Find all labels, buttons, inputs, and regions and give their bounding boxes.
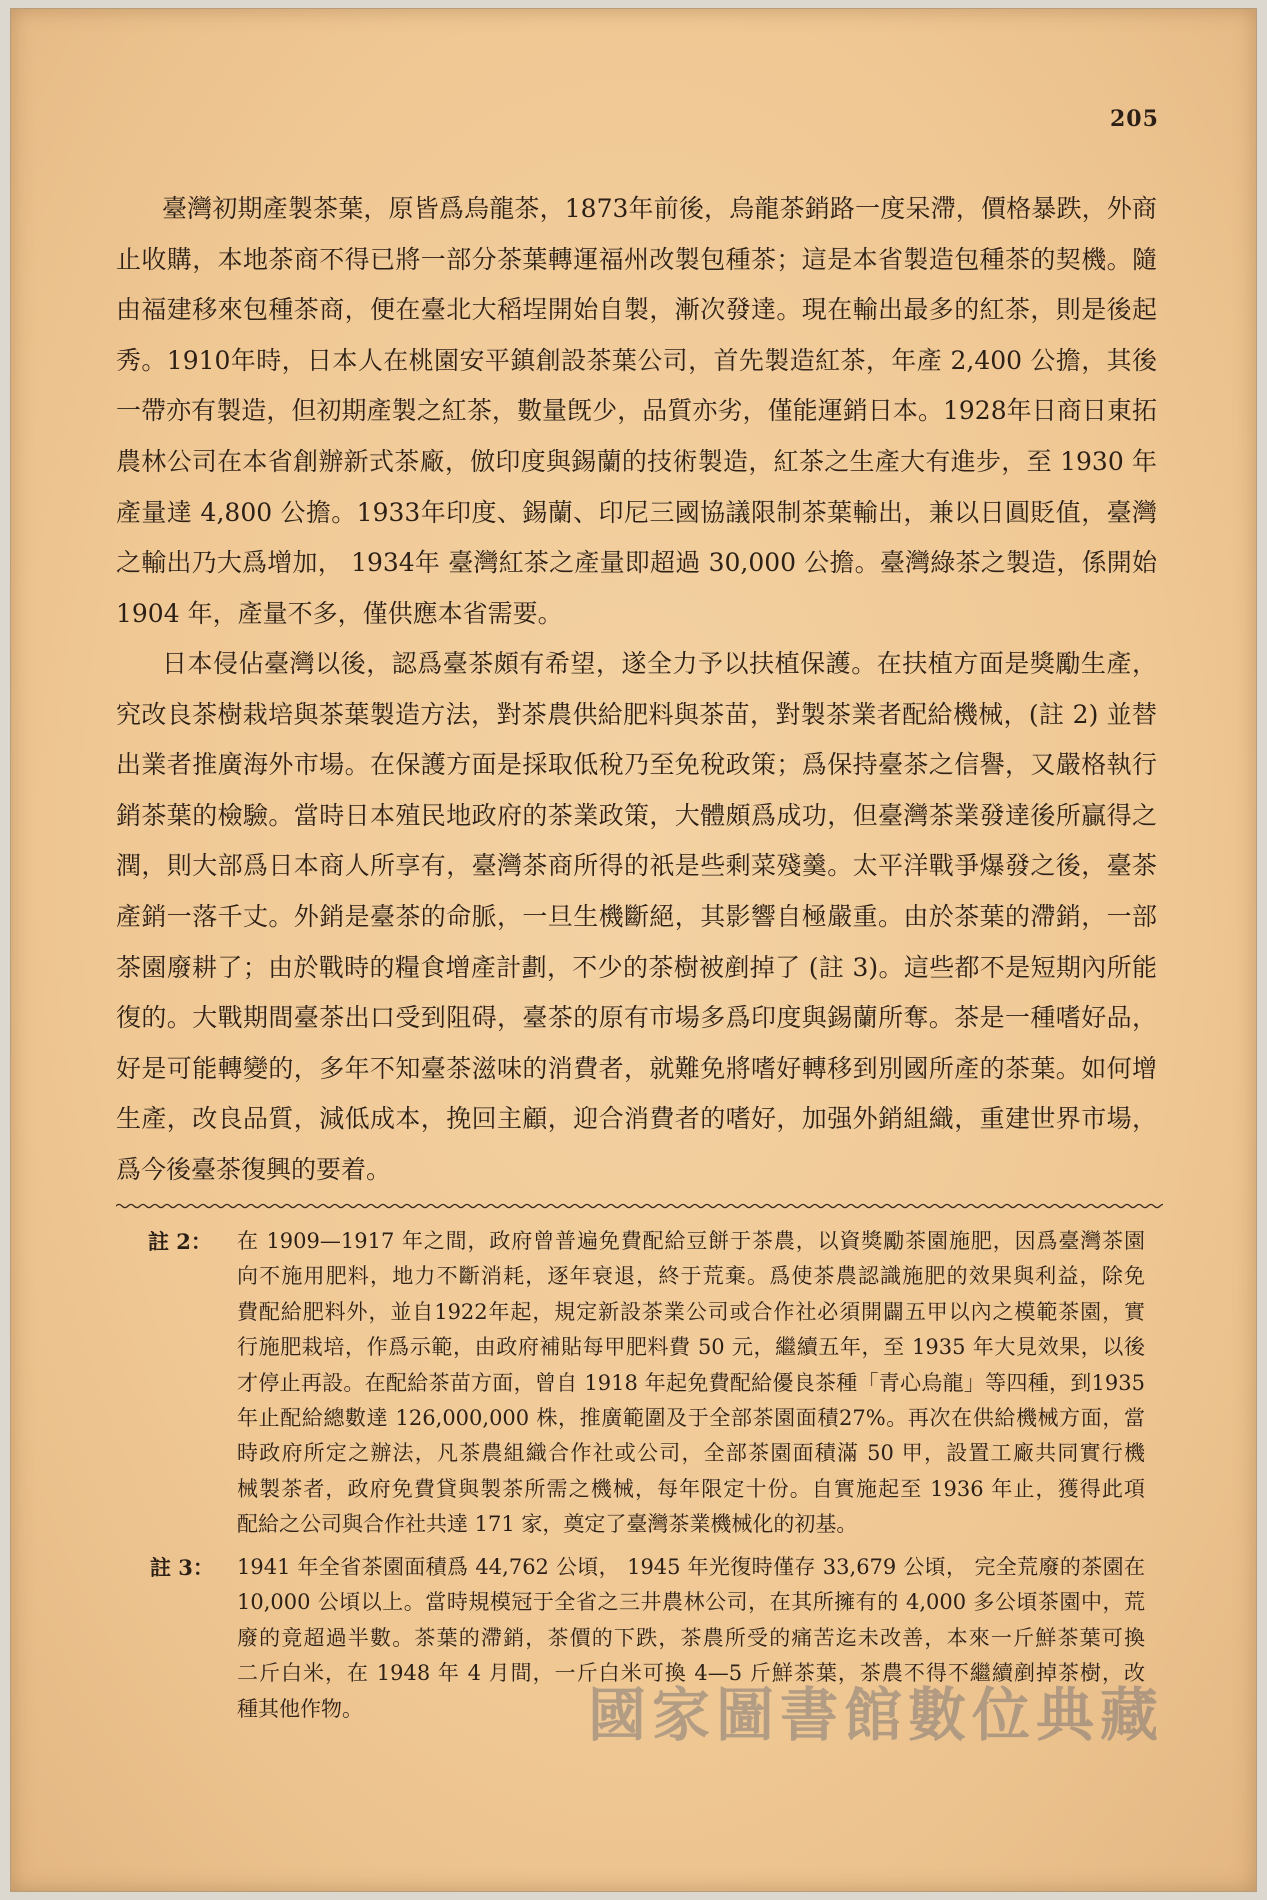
note-line: 配給之公司與合作社共達 171 家，奠定了臺灣茶業機械化的初基。 [237, 1512, 858, 1537]
paragraph-line: 由福建移來包種茶商，便在臺北大稻埕開始自製，漸次發達。現在輸出最多的紅茶，則是後起 [116, 295, 1157, 325]
note-line: 在 1909—1917 年之間，政府曾普遍免費配給豆餅于茶農，以資獎勵茶園施肥，因爲臺灣茶園 [237, 1229, 1145, 1253]
paragraph-line: 產銷一落千丈。外銷是臺茶的命脈，一旦生機斷絕，其影響自極嚴重。由於茶葉的滯銷，一部 [116, 901, 1157, 931]
paragraph-line: 生產，改良品質，減低成本，挽回主顧，迎合消費者的嗜好，加强外銷組織，重建世界市場， [116, 1104, 1157, 1134]
paragraph-line: 之輸出乃大爲增加， 1934年 臺灣紅茶之產量即超過 30,000 公擔。臺灣綠茶之製造，係開始 [116, 548, 1157, 578]
paragraph-line: 臺灣初期產製茶葉，原皆爲烏龍茶，1873年前後，烏龍茶銷路一度呆滯，價格暴跌，外商 [162, 194, 1157, 223]
paragraph-line: 爲今後臺茶復興的要着。 [116, 1154, 392, 1184]
note-line: 10,000 公頃以上。當時規模冠于全省之三井農林公司，在其所擁有的 4,000 多公頃茶園中，荒 [237, 1590, 1145, 1615]
paragraph [116, 184, 1157, 639]
paragraph-line: 止收購，本地茶商不得已將一部分茶葉轉運福州改製包種茶；這是本省製造包種茶的契機。隨 [116, 244, 1157, 274]
paragraph-line: 銷茶葉的檢驗。當時日本殖民地政府的茶業政策，大體頗爲成功，但臺灣茶業發達後所贏得之 [116, 800, 1157, 830]
paragraph-line: 日本侵佔臺灣以後，認爲臺茶頗有希望，遂全力予以扶植保護。在扶植方面是獎勵生產， [162, 649, 1157, 678]
note-line: 行施肥栽培，作爲示範，由政府補貼每甲肥料費 50 元，繼續五年，至 1935 年大見效果，以後 [237, 1335, 1145, 1360]
footnote-divider [116, 1199, 1163, 1213]
note-line: 二斤白米，在 1948 年 4 月間，一斤白米可換 4—5 斤鮮茶葉，茶農不得不繼續剷掉茶樹，改 [237, 1661, 1145, 1686]
footnote [237, 1224, 1145, 1543]
note-line: 時政府所定之辦法，凡茶農組織合作社或公司，全部茶園面積滿 50 甲，設置工廠共同實行機 [237, 1441, 1145, 1466]
paragraph-line: 茶園廢耕了；由於戰時的糧食增產計劃，不少的茶樹被剷掉了 (註 3)。這些都不是短期內所能 [116, 952, 1157, 982]
paragraph-line: 一帶亦有製造，但初期產製之紅茶，數量旣少，品質亦劣，僅能運銷日本。1928年日商日東拓 [116, 396, 1157, 426]
note-line: 械製茶者，政府免費貸與製茶所需之機械，每年限定十份。自實施起至 1936 年止，獲得此項 [237, 1476, 1145, 1501]
note-line: 廢的竟超過半數。茶葉的滯銷，茶價的下跌，茶農所受的痛苦迄未改善，本來一斤鮮茶葉可換 [237, 1625, 1145, 1650]
note-line: 費配給肥料外，並自1922年起，規定新設茶業公司或合作社必須開闢五甲以內之模範茶園，實 [237, 1299, 1145, 1324]
paragraph-line: 究改良茶樹栽培與茶葉製造方法，對茶農供給肥料與茶苗，對製茶業者配給機械，(註 2) 並替 [116, 699, 1157, 729]
paragraph-line: 出業者推廣海外市場。在保護方面是採取低稅乃至免稅政策；爲保持臺茶之信譽，又嚴格執行 [116, 750, 1157, 780]
paragraph-line: 1904 年，產量不多，僅供應本省需要。 [116, 598, 563, 628]
paragraph-line: 潤，則大部爲日本商人所享有，臺灣茶商所得的祇是些剩菜殘羹。太平洋戰爭爆發之後，臺茶 [116, 851, 1157, 881]
paragraph-line: 產量達 4,800 公擔。1933年印度、錫蘭、印尼三國協議限制茶葉輸出，兼以日圓貶值，臺灣 [116, 497, 1157, 527]
paragraph [116, 639, 1157, 1196]
paragraph-line: 農林公司在本省創辦新式茶廠，倣印度與錫蘭的技術製造，紅茶之生產大有進步，至 1930 年 [116, 446, 1157, 476]
note-label: 註 2： [148, 1229, 212, 1254]
paragraph-line: 好是可能轉變的，多年不知臺茶滋味的消費者，就難免將嗜好轉移到別國所產的茶葉。如何增 [116, 1053, 1157, 1083]
note-line: 種其他作物。 [237, 1696, 363, 1721]
page-number: 205 [1110, 106, 1159, 132]
library-watermark: 國家圖書館數位典藏 [588, 1681, 1165, 1749]
note-label: 註 3： [150, 1555, 214, 1580]
note-line: 年止配給總數達 126,000,000 株，推廣範圍及于全部茶園面積27%。再次在供給機械方面，當 [237, 1405, 1145, 1430]
note-line: 1941 年全省茶園面積爲 44,762 公頃， 1945 年光復時僅存 33,679 公頃， 完全荒廢的茶園在 [237, 1555, 1145, 1579]
note-line: 才停止再設。在配給茶苗方面，曾自 1918 年起免費配給優良茶種「青心烏龍」等四種，到1935 [237, 1370, 1145, 1395]
note-line: 向不施用肥料，地力不斷消耗，逐年衰退，終于荒棄。爲使茶農認識施肥的效果與利益，除免 [237, 1264, 1145, 1289]
paragraph-line: 復的。大戰期間臺茶出口受到阻碍，臺茶的原有市場多爲印度與錫蘭所奪。茶是一種嗜好品， [116, 1003, 1157, 1033]
paragraph-line: 秀。1910年時，日本人在桃園安平鎮創設茶葉公司，首先製造紅茶，年產 2,400 公擔，其後 [116, 345, 1157, 375]
